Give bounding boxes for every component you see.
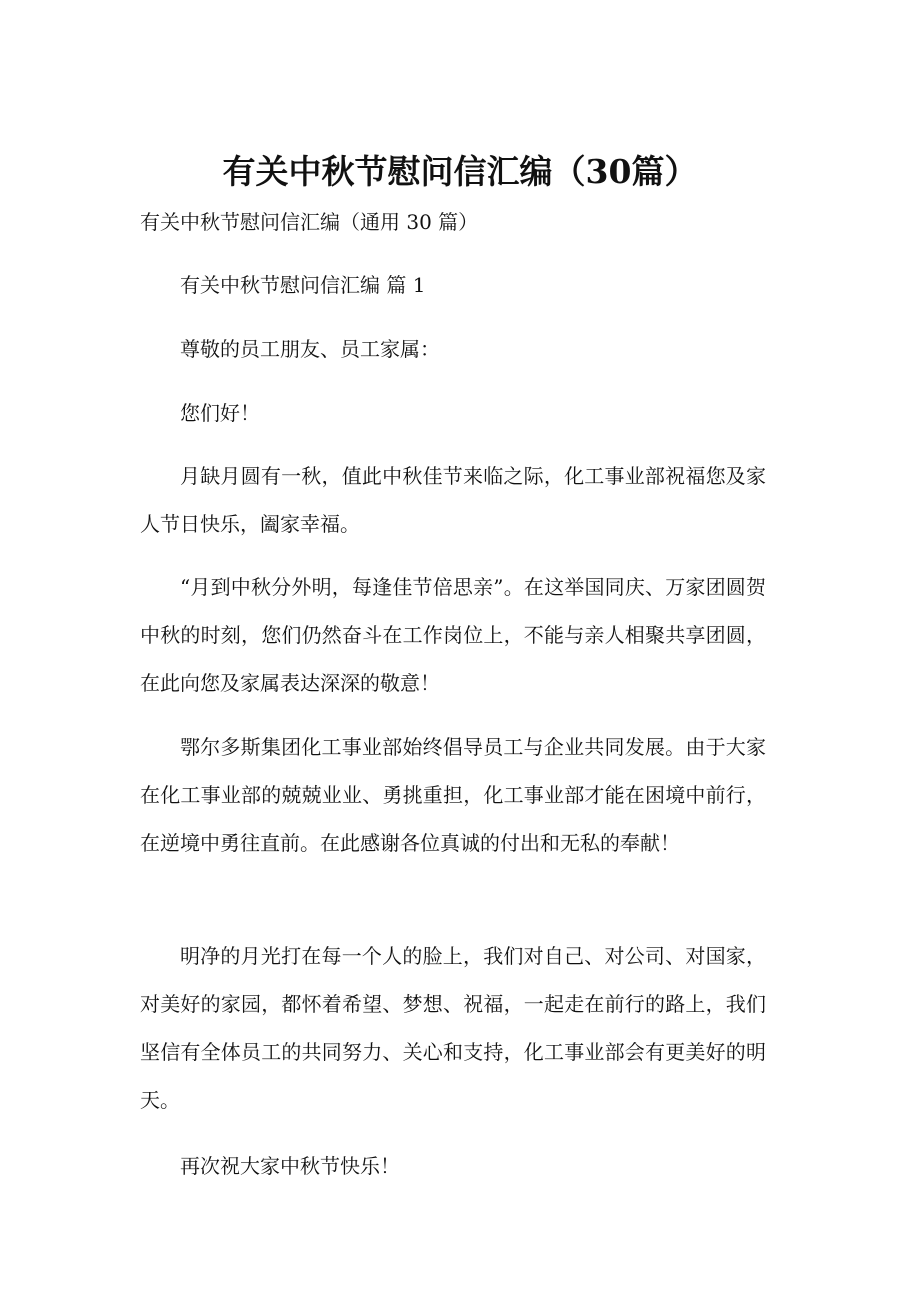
paragraph-2: “月到中秋分外明，每逢佳节倍思亲”。在这举国同庆、万家团圆贺中秋的时刻，您们仍然奋斗在工作岗位上，不能与亲人相聚共享团圆，在此向您及家属表达深深的敬意！ — [140, 575, 766, 695]
greeting: 您们好！ — [180, 401, 260, 425]
paragraph-4: 明净的月光打在每一个人的脸上，我们对自己、对公司、对国家，对美好的家园，都怀着希望、梦想、祝福，一起走在前行的路上，我们坚信有全体员工的共同努力、关心和支持，化工事业部会有更美好的明天。 — [140, 944, 766, 1112]
paragraph-3: 鄂尔多斯集团化工事业部始终倡导员工与企业共同发展。由于大家在化工事业部的兢兢业业、勇挑重担，化工事业部才能在困境中前行，在逆境中勇往直前。在此感谢各位真诚的付出和无私的奉献！ — [140, 735, 766, 855]
closing-line: 再次祝大家中秋节快乐！ — [180, 1154, 400, 1178]
paragraph-1: 月缺月圆有一秋，值此中秋佳节来临之际，化工事业部祝福您及家人节日快乐，阖家幸福。 — [140, 464, 766, 536]
salutation: 尊敬的员工朋友、员工家属： — [180, 337, 440, 361]
section-heading: 有关中秋节慰问信汇编 篇 1 — [180, 273, 426, 297]
document-subtitle: 有关中秋节慰问信汇编（通用 30 篇） — [140, 210, 479, 234]
document-title: 有关中秋节慰问信汇编（30篇） — [222, 152, 698, 191]
